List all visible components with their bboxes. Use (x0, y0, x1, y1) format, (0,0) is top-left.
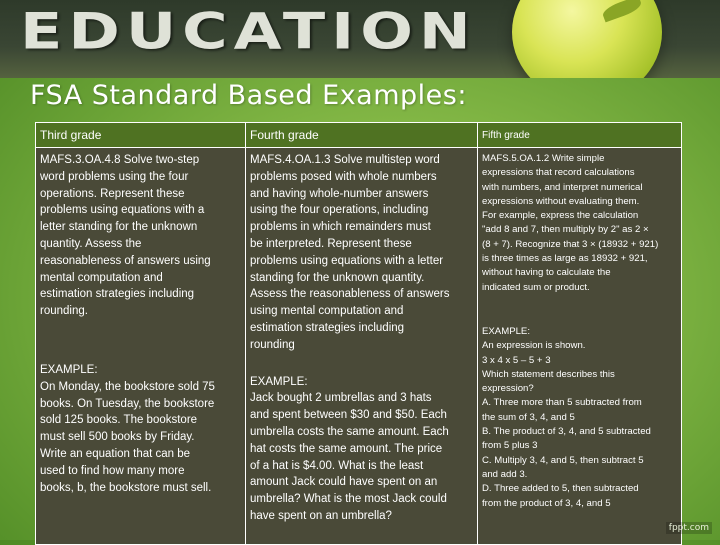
fourth-grade-cell (246, 148, 478, 545)
fourth-grade-standard: MAFS.4.OA.1.3 Solve multistep word problems posed with whole numbers and having whole-number answers using the four operations, including problems in which remainders must be interpreted. Represent these problems using equations with a letter standing for the unknown quantity. Assess the reasonableness of answers using mental computation and estimation strategies including rounding (250, 154, 450, 351)
standards-table-wrap (35, 122, 681, 545)
fifth-grade-standard: MAFS.5.OA.1.2 Write simple expressions that record calculations with numbers, and interpret numerical expressions without evaluating them. For example, express the calculation "add 8 and 7, then multiply by 2" as 2 × (8 + 7). Recognize that 3 × (18932 + 921) is three times as large as 18932 + 921, without having to calculate the indicated sum or product. (482, 153, 659, 293)
standards-table (35, 122, 682, 545)
slide-title: FSA Standard Based Examples: (30, 80, 467, 111)
spacer (250, 354, 473, 374)
header-fourth-grade: Fourth grade (246, 123, 478, 148)
apple-image (512, 0, 662, 78)
third-grade-cell (36, 148, 246, 545)
spacer (482, 295, 677, 325)
banner-text: EDUCATION (20, 2, 477, 61)
watermark-logo: fppt.com (666, 522, 712, 534)
third-grade-standard: MAFS.3.OA.4.8 Solve two-step word problems using the four operations. Represent these problems using equations with a letter standing for the unknown quantity. Assess the reasonableness of answers using mental computation and estimation strategies including rounding. (40, 154, 211, 318)
education-banner (0, 0, 720, 78)
fifth-grade-cell (478, 148, 682, 545)
header-fifth-grade: Fifth grade (478, 123, 682, 148)
header-third-grade: Third grade (36, 123, 246, 148)
fifth-grade-example: EXAMPLE: An expression is shown. 3 x 4 x 5 – 5 + 3 Which statement describes this expression? A. Three more than 5 subtracted from the sum of 3, 4, and 5 B. The product of 3, 4, and 5 subtracted from 5 plus 3 C. Multiply 3, 4, and 5, then subtract 5 and add 3. D. Three added to 5, then subtracted from the product of 3, 4, and 5 (482, 325, 651, 509)
spacer (40, 320, 241, 362)
fourth-grade-example: EXAMPLE: Jack bought 2 umbrellas and 3 hats and spent between $30 and $50. Each umbrella costs the same amount. Each hat costs the same amount. The price of a hat is $4.00. What is the least amount Jack could have spent on an umbrella? What is the most Jack could have spent on an umbrella? (250, 375, 449, 522)
third-grade-example: EXAMPLE: On Monday, the bookstore sold 75 books. On Tuesday, the bookstore sold 125 books. The bookstore must sell 500 books by Friday. Write an equation that can be used to find how many more books, b, the bookstore must sell. (40, 363, 215, 494)
table-row (36, 148, 682, 545)
table-header-row (36, 123, 682, 148)
